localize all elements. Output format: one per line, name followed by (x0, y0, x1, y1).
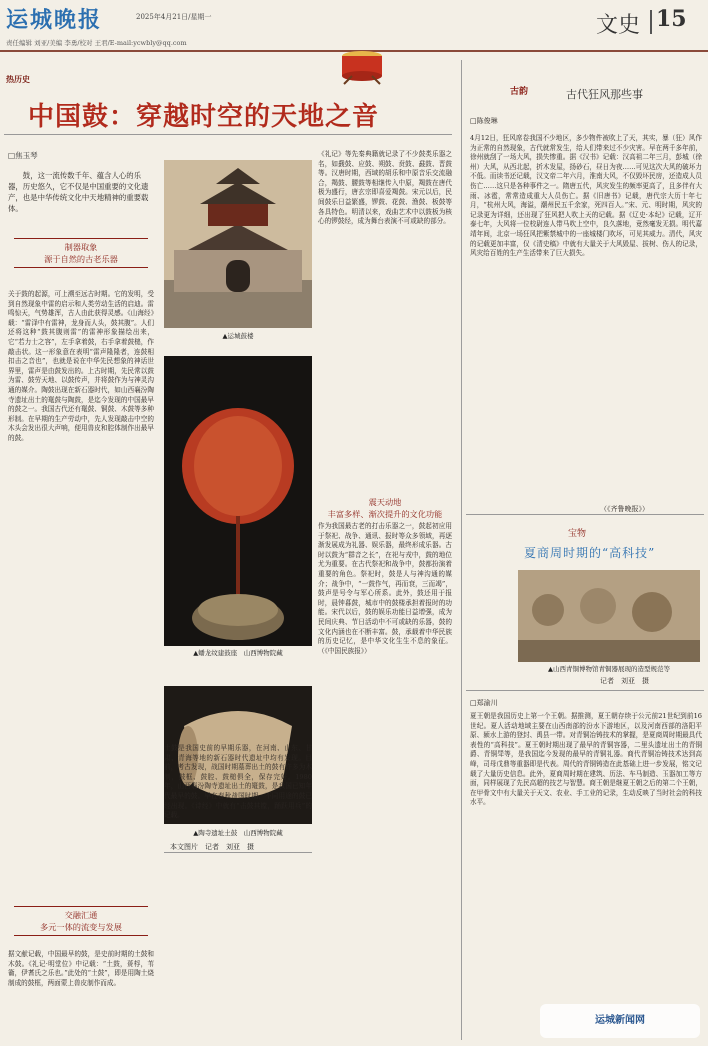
subhead-fusion-line1: 交融汇通 (64, 910, 98, 920)
page-number: 15 (656, 6, 687, 32)
drum-tower-photo (164, 160, 312, 328)
newspaper-logo: 运城晚报 (6, 7, 103, 33)
ancient-body: 4月12日，狂风席卷我国不少地区，多少物件被吹上了天，其实，暴（狂）风作为正常的自然现象，古代就常发生，给人们带来过不少灾害。早在两千多年前，徐州就刮了一场大风，损失惨重。据《汉书》记载：汉高祖二年三月，彭城（徐州）大风，从西北起，折木发屋，扬砂石，昼日为夜……可见这次大风的破坏力不低。而读书还记载，汉文帝二年六月，淮南大风，不仅毁坏民房，还造成人员伤亡……这只是各种事件之一。隋唐五代，风灾发生的频率更高了，且多伴有大雨、冰雹，常常造成重大人员伤亡。据《旧唐书》记载，唐代宗大历十年七月，“杭州大风，海溢，潮州民五千余家，死四百人。”宋、元、明时期，风灾的记录更为详细，还出现了狂风把人吹上天的记载。据《辽史·本纪》记载，辽开泰七年，大风将一位校尉连人带马吹上空中，良久落地，竟然毫发无损。明代嘉靖年间，北京一场狂风把紫禁城中的一座城楼门吹坏，可见其威力。清代，风灾的记载更加丰富，仅《清史稿》中就有大量关于大风毁屋、拔树、伤人的记录，风灾给百姓的生产生活带来了巨大损失。 (470, 134, 702, 258)
photo1-caption: ▲运城鼓楼 (222, 332, 254, 340)
subhead-fusion-line2: 多元一体的流变与发展 (40, 922, 122, 932)
body-column-3b: 作为我国最古老的打击乐器之一，鼓起初应用于祭祀、战争、通讯、报时等众多领域，再逐渐发展成为礼器、娱乐器，最终形成乐器。古时以鼓为“群音之长”，在祀与戎中，鼓的地位尤为重要。在古代祭祀和战争中，鼓都扮演着重要的角色。祭祀时，鼓是人与神沟通的媒介；战争中，“一鼓作气，再而衰，三而竭”，鼓声是号令与军心所系。此外，鼓还用于报时，晨钟暮鼓，城市中的鼓楼承担着报时的功能。宋代以后，鼓的娱乐功能日益增强，成为民间庆典、节日活动中不可或缺的乐器，鼓的文化内涵也在不断丰富。鼓，承载着中华民族的历史记忆，是中华文化生生不息的象征。（《中国民族报》） (318, 522, 452, 655)
subhead-origin-line2: 源于自然的古老乐器 (44, 254, 118, 264)
ancient-byline: □陈俊琳 (470, 117, 498, 125)
drum-base-photo (164, 356, 312, 646)
shang-body: 夏王朝是我国历史上第一个王朝。据推测，夏王朝存续于公元前21世纪到前16世纪。夏人活动地域主要在山西南部的汾水下游地区，以及河南西部的洛阳平原、颍水上游的登封、禹县一带。对青铜冶铸技术的掌握，是夏商周时期最具代表性的“高科技”。夏王朝时期出现了最早的青铜容器，二里头遗址出土的青铜爵、青铜斝等，是我国迄今发现的最早的青铜礼器。商代青铜冶铸技术达到高峰，司母戊鼎等重器即是代表。周代的青铜铸造在此基础上进一步发展，铭文记载了大量历史信息。此外，夏商周时期在建筑、历法、车马制造、玉器加工等方面，同样展现了先民高超的技艺与智慧。商王朝是继夏王朝之后的第二个王朝，在甲骨文中有大量关于天文、农业、手工业的记录，生动反映了当时社会的科技水平。 (470, 712, 702, 807)
header-divider (650, 10, 652, 34)
section-name: 文史 (596, 13, 641, 38)
ancient-headline: 古代狂风那些事 (566, 88, 643, 101)
editor-credits: 责任编辑 刘亚/美编 李勇/校对 王君/E-mail:ycwbly@qq.com (6, 39, 187, 47)
headline-rule (4, 134, 452, 135)
body-column-3: 《礼记》等先秦典籍就记录了不少鼓类乐器之名，如鼗鼓、应鼓、朔鼓、贲鼓、鼖鼓、晋鼓等。汉唐时期，西域的胡乐和中原音乐交流融合，羯鼓、腰鼓等相继传入中原，羯鼓在唐代极为盛行，唐玄宗即喜爱羯鼓。宋元以后，民间鼓乐日益繁盛，锣鼓、花鼓、渔鼓、板鼓等各具特色。明清以来，戏曲艺术中以鼓板为核心的锣鼓经，成为舞台表演不可或缺的部分。 (318, 150, 452, 226)
treasure-tag: 宝物 (568, 529, 587, 539)
photo3-caption: ▲陶寺遗址土鼓 山西博物院藏 (193, 829, 283, 837)
photo2-caption: ▲蟠龙纹建鼓座 山西博物院藏 (193, 649, 283, 657)
column-divider (461, 60, 462, 1040)
byline: □焦玉琴 (8, 151, 38, 160)
ancient-tag: 古韵 (510, 87, 529, 97)
shang-byline: □郑渝川 (470, 699, 498, 707)
subhead-fusion (14, 904, 148, 938)
subhead-function-line1: 震天动地 (368, 497, 402, 507)
ancient-source: （《齐鲁晚报》） (600, 505, 649, 513)
issue-date: 2025年4月21日/星期一 (136, 13, 212, 21)
headline: 中国鼓：穿越时空的天地之音 (28, 102, 380, 132)
body-column-1: 关于鼓的起源，可上溯至远古时期。它的发明，受到自然现象中雷的启示和人类劳动生活的启迪。雷鸣惊天，气势雄浑，古人由此获得灵感。《山海经》载：“雷泽中有雷神，龙身而人头，鼓其腹”。人们还将这种“鼓其腹则雷”的雷神形象描绘出来，它“若力士之容”，左手拿着鼓，右手拿着鼓槌，作敲击状。这一形象意在表明“雷声隆隆者，连鼓相扣击之音也”，也就是说在中华先民想象的神话世界里，雷声是由鼓发出的。上古时期，先民常以鼓为雷、鼓劳天地、以鼓传声，并将鼓作为与神灵沟通的媒介。陶鼓出现在新石器时代，如山西襄汾陶寺遗址出土的鼍鼓与陶鼓，是迄今发现的中国最早的鼓之一。我国古代还有鼍鼓、铜鼓、木鼓等多种形制。在早期的生产劳动中，先人发现敲击中空的木头会发出很大声响，便用兽皮和腔体制作出最早的鼓。 (8, 290, 154, 442)
photo4-caption: ▲山西青铜博物馆青铜器展现的造型规范等 (548, 665, 670, 673)
subhead-origin-line1: 制器取象 (64, 242, 98, 252)
photo4-credit: 记者 刘亚 摄 (600, 677, 649, 685)
section-separator (466, 514, 704, 515)
photo-credit: 本文图片 记者 刘亚 摄 (170, 843, 254, 851)
topic-tag: 热历史 (6, 74, 30, 84)
body-column-1b: 据文献记载，中国最早的鼓，是史前时期的土鼓和木鼓。《礼记·明堂位》中记载：“土鼓，蒉桴，苇籥，伊耆氏之乐也。”此处的“土鼓”，即是用陶土烧制成的鼓框，两面蒙上兽皮制作而成。 (8, 950, 154, 987)
treasure-headline: 夏商周时期的“高科技” (524, 546, 656, 560)
bronze-relief-photo (518, 570, 700, 662)
subhead-function (318, 496, 452, 520)
site-watermark: 运城新闻网 (540, 1004, 700, 1038)
lead-paragraph: 鼓，这一流传数千年、蕴含人心的乐器，历史悠久，它不仅是中国重要的文化遗产，也是中华传统文化中天地精神的重要载体。 (8, 171, 149, 213)
drum-logo-icon (338, 46, 386, 86)
subhead-function-line2: 丰富多样、渐次提升的文化功能 (327, 509, 443, 519)
section-separator-2 (466, 690, 704, 691)
body-column-2: 土鼓是我国史前的早期乐器，在河南、山东、甘肃、青海等地的新石器时代遗址中均有发现。目前，考古发现，战国时期墓葬出土的鼓有许多为木制，鼓框、鼓腔、鼓槌俱全，保存完好。1980年，山西襄汾陶寺遗址出土的鼍鼓，是我国已知年代最早的鼓。早在春秋战国时期，不同用途的鼓已经出现。《诗经》中就有“击鼓其镗，踊跃用兵”的记载。 (164, 744, 312, 820)
subhead-origin (14, 236, 148, 270)
